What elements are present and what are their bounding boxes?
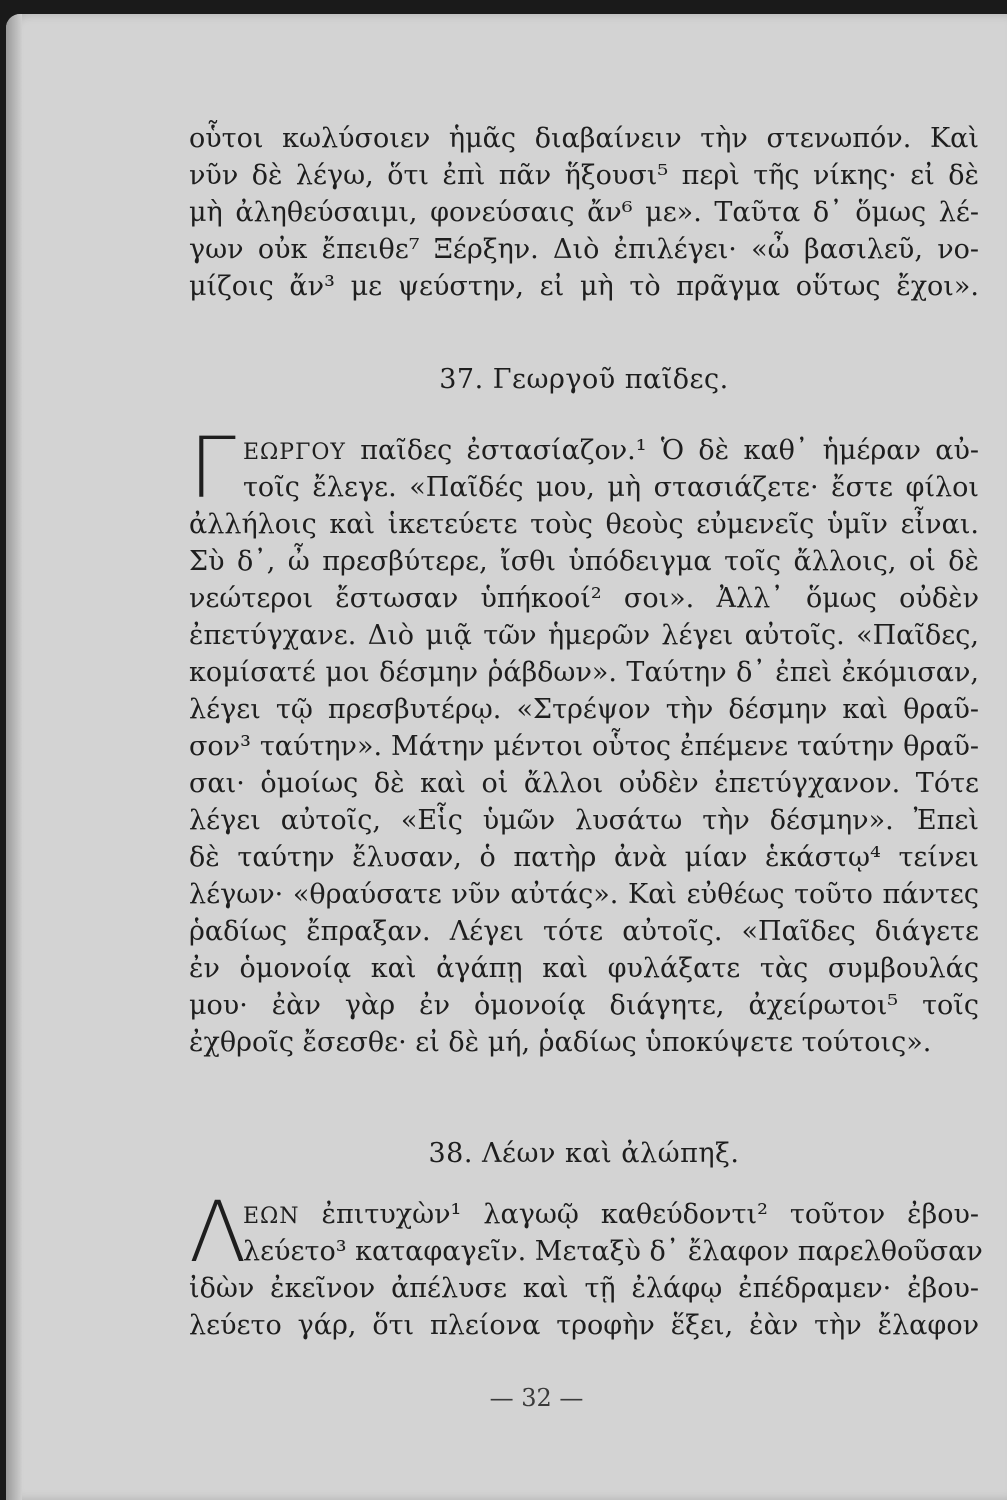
section-38-paragraph: [189, 1183, 983, 1344]
book-page: [6, 14, 1007, 1500]
drop-cap: Γ: [189, 419, 236, 517]
text-line: σαι· ὁμοίως δὲ καὶ οἱ ἄλλοι οὐδὲν ἐπετύγχανον. Τότε: [189, 768, 979, 799]
small-caps-word: ΕΩΡΓΟΥ: [243, 440, 346, 465]
text-line: νῦν δὲ λέγω, ὅτι ἐπὶ πᾶν ἥξουσι⁵ περὶ τῆς νίκης· εἰ δὲ: [189, 160, 979, 191]
text-line: μου· ἐὰν γὰρ ἐν ὁμονοίᾳ διάγητε, ἀχείρωτοι⁵ τοῖς: [189, 990, 979, 1021]
section-38-title: 38. Λέων καὶ ἀλώπηξ.: [428, 1138, 740, 1169]
text-line: ἐχθροῖς ἔσεσθε· εἰ δὲ μή, ῥαδίως ὑποκύψετε τούτοις».: [189, 1027, 932, 1058]
text-line: [189, 1196, 979, 1233]
text-line: σον³ ταύτην». Μάτην μέντοι οὗτος ἐπέμενε ταύτην θραῦ-: [189, 731, 979, 762]
text-line: ῥαδίως ἔπραξαν. Λέγει τότε αὐτοῖς. «Παῖδες διάγετε: [189, 916, 979, 947]
text-segment: παῖδες ἐστασίαζον.¹ Ὁ δὲ καθ᾽ ἡμέραν αὐ-: [345, 435, 979, 466]
text-line: γων οὐκ ἔπειθε⁷ Ξέρξην. Διὸ ἐπιλέγει· «ὦ βασιλεῦ, νο-: [189, 234, 979, 265]
section-37-paragraph: [189, 419, 979, 1061]
text-line: Σὺ δ᾽, ὦ πρεσβύτερε, ἴσθι ὑπόδειγμα τοῖς ἄλλοις, οἱ δὲ: [189, 546, 979, 577]
small-caps-word: ΕΩΝ: [243, 1204, 300, 1229]
text-line: δὲ ταύτην ἔλυσαν, ὁ πατὴρ ἀνὰ μίαν ἑκάστῳ⁴ τείνει: [189, 842, 979, 873]
text-line: τοῖς ἔλεγε. «Παῖδές μου, μὴ στασιάζετε· ἔστε φίλοι: [243, 472, 979, 503]
drop-cap: Λ: [189, 1183, 247, 1281]
text-line: κομίσατέ μοι δέσμην ῥάβδων». Ταύτην δ᾽ ἐπεὶ ἐκόμισαν,: [189, 657, 979, 688]
text-line: λέγων· «θραύσατε νῦν αὐτάς». Καὶ εὐθέως τοῦτο πάντες: [189, 879, 979, 910]
text-line: μὴ ἀληθεύσαιμι, φονεύσαις ἄν⁶ με». Ταῦτα δ᾽ ὅμως λέ-: [189, 197, 979, 228]
text-line: λεύετο γάρ, ὅτι πλείονα τροφὴν ἕξει, ἐὰν τὴν ἔλαφον: [189, 1310, 979, 1341]
text-line: λέγει αὐτοῖς, «Εἷς ὑμῶν λυσάτω τὴν δέσμην». Ἐπεὶ: [189, 805, 979, 836]
continuation-paragraph: [189, 120, 979, 305]
text-line: [189, 432, 979, 469]
section-37-title: 37. Γεωργοῦ παῖδες.: [439, 364, 729, 395]
text-line: ἰδὼν ἐκεῖνον ἀπέλυσε καὶ τῇ ἐλάφῳ ἐπέδραμεν· ἐβου-: [189, 1273, 979, 1304]
text-line: νεώτεροι ἔστωσαν ὑπήκοοί² σοι». Ἀλλ᾽ ὅμως οὐδὲν: [189, 583, 979, 614]
text-line: ἐπετύγχανε. Διὸ μιᾷ τῶν ἡμερῶν λέγει αὐτοῖς. «Παῖδες,: [189, 620, 979, 651]
text-line: ἐν ὁμονοίᾳ καὶ ἀγάπῃ καὶ φυλάξατε τὰς συμβουλάς: [189, 953, 979, 984]
text-line: ἀλλήλοις καὶ ἱκετεύετε τοὺς θεοὺς εὐμενεῖς ὑμῖν εἶναι.: [189, 509, 979, 540]
text-segment: ἐπιτυχὼν¹ λαγωῷ καθεύδοντι² τοῦτον ἐβου-: [299, 1199, 979, 1230]
text-line: μίζοις ἄν³ με ψεύστην, εἰ μὴ τὸ πρᾶγμα οὕτως ἔχοι».: [189, 271, 979, 302]
text-line: λεύετο³ καταφαγεῖν. Μεταξὺ δ᾽ ἔλαφον παρελθοῦσαν: [243, 1236, 983, 1267]
text-line: οὗτοι κωλύσοιεν ἡμᾶς διαβαίνειν τὴν στενωπόν. Καὶ: [189, 123, 979, 154]
text-line: λέγει τῷ πρεσβυτέρῳ. «Στρέψον τὴν δέσμην καὶ θραῦ-: [189, 694, 979, 725]
page-number: — 32 —: [489, 1384, 584, 1412]
